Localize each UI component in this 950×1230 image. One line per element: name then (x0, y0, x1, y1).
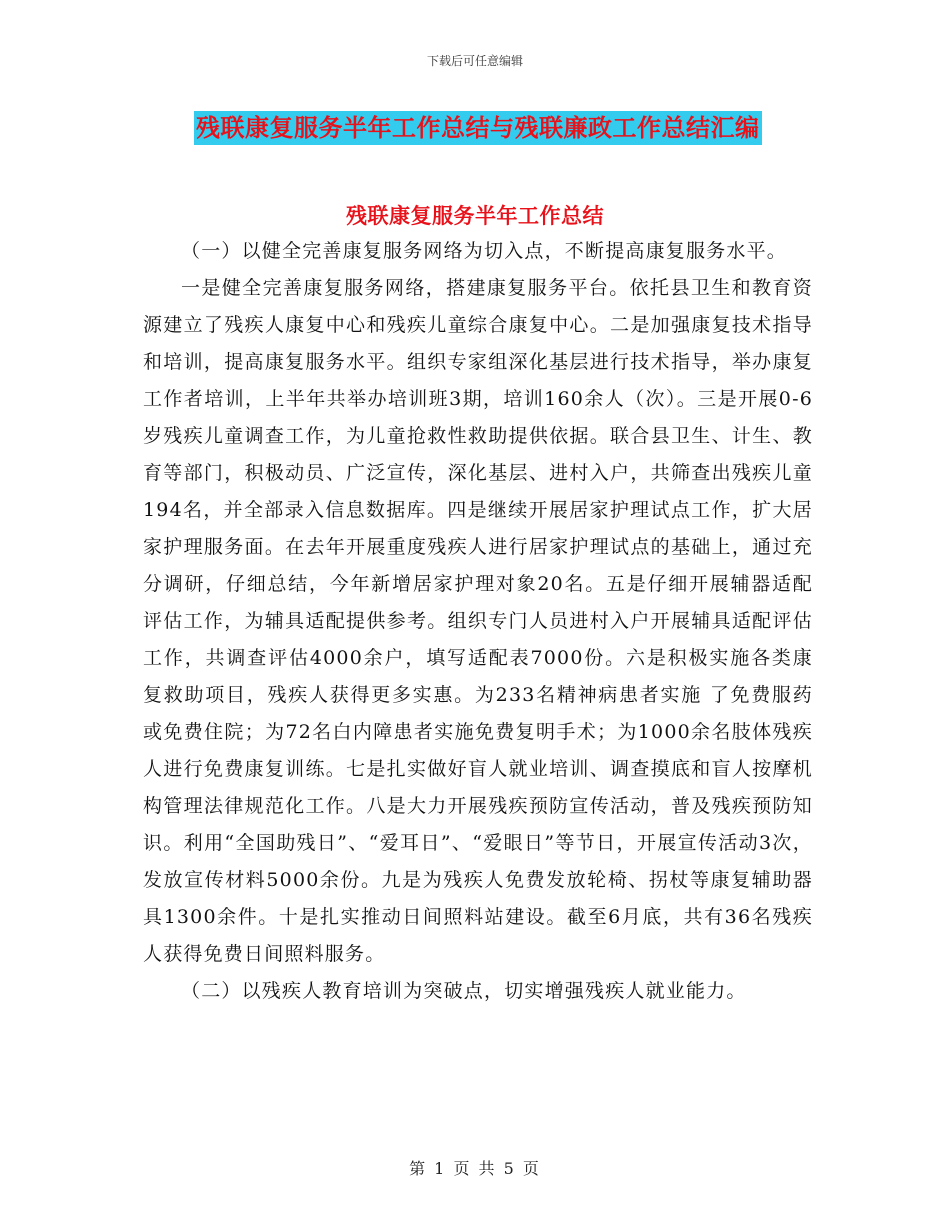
document-body (143, 233, 813, 1010)
header-note: 下载后可任意编辑 (426, 54, 523, 68)
section-title: 残联康复服务半年工作总结 (346, 204, 604, 228)
paragraph-3: （二）以残疾人教育培训为突破点，切实增强残疾人就业能力。 (181, 980, 747, 1002)
page-footer: 第 1 页 共 5 页 (409, 1159, 541, 1178)
paragraph-2: 一是健全完善康复服务网络，搭建康复服务平台。依托县卫生和教育资源建立了残疾人康复中心和残疾儿童综合康复中心。二是加强康复技术指导和培训，提高康复服务水平。组织专家组深化基层进行技术指导，举办康复工作者培训，上半年共举办培训班3期，培训160余人（次）。三是开展0-6岁残疾儿童调查工作，为儿童抢救性救助提供依据。联合县卫生、计生、教育等部门，积极动员、广泛宣传，深化基层、进村入户，共筛查出残疾儿童194名，并全部录入信息数据库。四是继续开展居家护理试点工作，扩大居家护理服务面。在去年开展重度残疾人进行居家护理试点的基础上，通过充分调研，仔细总结，今年新增居家护理对象20名。五是仔细开展辅器适配评估工作，为辅具适配提供参考。组织专门人员进村入户开展辅具适配评估工作，共调查评估4000余户，填写适配表7000份。六是积极实施各类康复救助项目，残疾人获得更多实惠。为233名精神病患者实施 了免费服药或免费住院；为72名白内障患者实施免费复明手术；为1000余名肢体残疾人进行免费康复训练。七是扎实做好盲人就业培训、调查摸底和盲人按摩机构管理法律规范化工作。八是大力开展残疾预防宣传活动，普及残疾预防知识。利用“全国助残日”、“爱耳日”、“爱眼日”等节日，开展宣传活动3次，发放宣传材料5000余份。九是为残疾人免费发放轮椅、拐杖等康复辅助器具1300余件。十是扎实推动日间照料站建设。截至6月底，共有36名残疾人获得免费日间照料服务。 (143, 277, 813, 965)
document-title: 残联康复服务半年工作总结与残联廉政工作总结汇编 (194, 111, 762, 145)
paragraph-1: （一）以健全完善康复服务网络为切入点，不断提高康复服务水平。 (181, 240, 788, 262)
